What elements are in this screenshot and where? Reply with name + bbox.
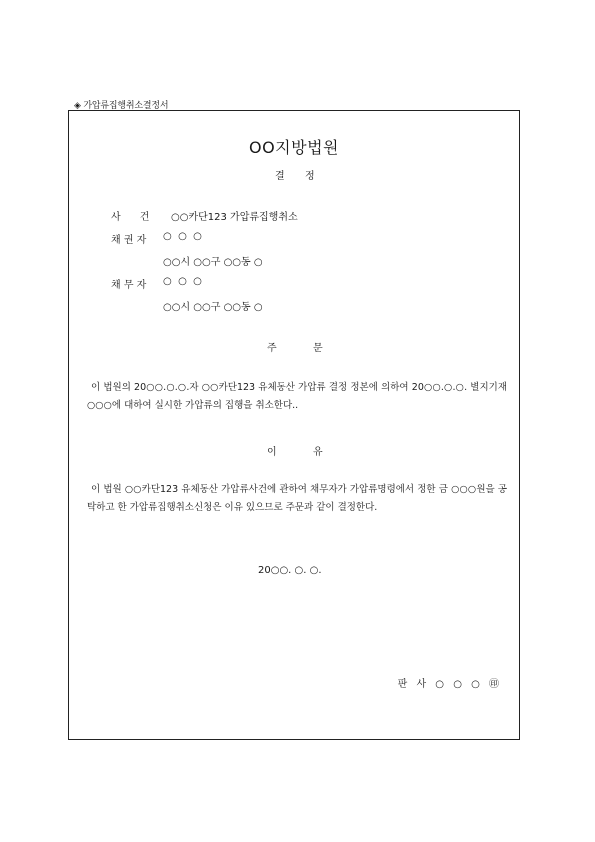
- creditor-address: ○○시 ○○구 ○○동 ○: [163, 257, 263, 268]
- order-text: 이 법원의 20○○.○.○.자 ○○카단123 유체동산 가압류 결정 정본에 의하여 20○○.○.○. 별지기재 ○○○에 대하여 실시한 가압류의 집행을 취소한다..: [87, 382, 507, 411]
- document-frame: [68, 110, 520, 740]
- case-label: 사 건: [111, 212, 150, 223]
- reason-heading-char-1: 이: [267, 447, 277, 458]
- debtor-name: ○ ○ ○: [163, 276, 202, 287]
- creditor-name: ○ ○ ○: [163, 231, 202, 242]
- reason-heading-char-2: 유: [313, 447, 323, 458]
- reason-text: 이 법원 ○○카단123 유체동산 가압류사건에 관하여 채무자가 가압류명령에서 정한 금 ○○○원을 공탁하고 한 가압류집행취소신청은 이유 있으므로 주문과 같이 결정한다.: [87, 484, 507, 513]
- decision-title-char-2: 정: [305, 171, 315, 182]
- form-title: ◈ 가압류집행취소결정서: [74, 101, 169, 111]
- judge-signature: 판 사 ○ ○ ○ ㊞: [397, 679, 499, 690]
- order-heading-char-2: 문: [313, 343, 323, 354]
- debtor-label: 채 무 자: [111, 280, 147, 291]
- creditor-label: 채 권 자: [111, 235, 147, 246]
- debtor-address: ○○시 ○○구 ○○동 ○: [163, 302, 263, 313]
- decision-title-char-1: 결: [275, 171, 285, 182]
- court-name: OO지방법원: [248, 138, 339, 157]
- case-value: ○○카단123 가압류집행취소: [171, 212, 298, 223]
- decision-date: 20○○. ○. ○.: [258, 565, 322, 576]
- order-heading-char-1: 주: [267, 343, 277, 354]
